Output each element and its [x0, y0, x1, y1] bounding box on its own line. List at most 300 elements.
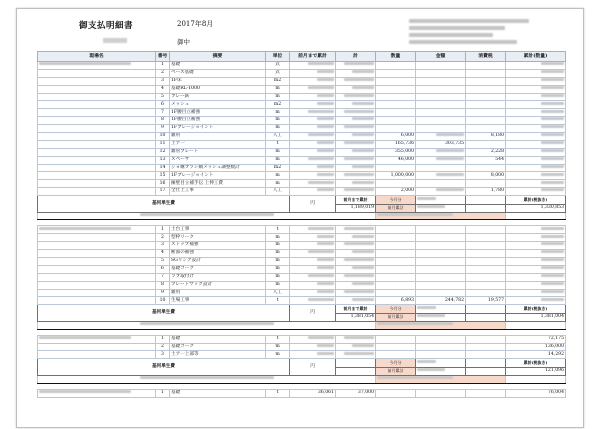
- redacted-value: [377, 322, 453, 325]
- row-plan: [336, 69, 376, 77]
- row-qty: [376, 289, 416, 297]
- summary-unit: 円: [290, 359, 336, 375]
- row-unit: m: [266, 343, 290, 351]
- redacted-value: [352, 133, 374, 136]
- row-number: 16: [156, 180, 170, 188]
- table-row: [38, 343, 566, 351]
- row-tax: [466, 69, 506, 77]
- row-tax: [466, 234, 506, 242]
- row-prev-total: [290, 343, 336, 351]
- row-number: 14: [156, 164, 170, 172]
- redacted-value: [39, 390, 131, 393]
- summary-blank-4: [466, 368, 506, 375]
- summary-prev-label: 前月まで累計: [336, 196, 376, 205]
- row-qty: [376, 335, 416, 343]
- table-row: [38, 265, 566, 273]
- row-plan: [336, 297, 376, 305]
- row-number: 9: [156, 125, 170, 133]
- row-number: 1: [156, 389, 170, 397]
- table-row: [38, 234, 566, 242]
- col-desc: 摘要: [170, 52, 266, 62]
- row-cumulative: [506, 62, 566, 70]
- row-qty: [376, 101, 416, 109]
- site-name-cell: [38, 258, 156, 266]
- row-qty: 2,000: [376, 188, 416, 196]
- row-unit: m2: [266, 164, 290, 172]
- redacted-value: [317, 282, 334, 285]
- redacted-value: [308, 157, 334, 160]
- row-amount: [416, 226, 466, 234]
- row-qty: [376, 62, 416, 70]
- redacted-value: [541, 274, 564, 277]
- row-tax: [466, 164, 506, 172]
- row-tax: 1,780: [466, 188, 506, 196]
- site-name-cell: [38, 101, 156, 109]
- row-cumulative: 136,000: [506, 343, 566, 351]
- row-prev-total: [290, 258, 336, 266]
- redacted-value: [541, 173, 564, 176]
- row-amount: [416, 335, 466, 343]
- row-description: 基礎コーク: [170, 343, 266, 351]
- redacted-value: [317, 173, 334, 176]
- redacted-value: [541, 298, 564, 301]
- summary-unit: 円: [290, 196, 336, 212]
- row-unit: m: [266, 109, 290, 117]
- redacted-client: [103, 38, 127, 43]
- redacted-value: [352, 117, 374, 120]
- row-plan: [336, 242, 376, 250]
- row-number: 11: [156, 140, 170, 148]
- row-number: 6: [156, 265, 170, 273]
- row-amount: [416, 77, 466, 85]
- row-amount: [416, 242, 466, 250]
- row-cumulative: [506, 289, 566, 297]
- site-name-cell: [38, 265, 156, 273]
- row-number: 3: [156, 77, 170, 85]
- row-qty: [376, 180, 416, 188]
- row-prev-total: [290, 125, 336, 133]
- row-tax: 8,000: [466, 172, 506, 180]
- row-description: 擁壁目立補手伝 上伸工費: [170, 180, 266, 188]
- redacted-value: [541, 86, 564, 89]
- redacted-value: [541, 70, 564, 73]
- row-unit: m: [266, 273, 290, 281]
- redacted-value: [344, 110, 374, 113]
- row-unit: m: [266, 351, 290, 359]
- row-plan: [336, 164, 376, 172]
- table-row: [38, 289, 566, 297]
- redacted-value: [308, 250, 334, 253]
- site-name-cell: [38, 172, 156, 180]
- statement-body: [38, 62, 566, 398]
- row-unit: t: [266, 389, 290, 397]
- redacted-value: [352, 266, 374, 269]
- table-row: [38, 117, 566, 125]
- row-tax: [466, 351, 506, 359]
- summary-prev-label: 前月まで累計: [336, 305, 376, 314]
- row-prev-total: [290, 281, 336, 289]
- row-cumulative: [506, 188, 566, 196]
- row-plan: [336, 93, 376, 101]
- redacted-value: [417, 368, 445, 371]
- row-cumulative: [506, 234, 566, 242]
- row-number: 10: [156, 133, 170, 141]
- row-description: 断面の補強: [170, 250, 266, 258]
- row-unit: t: [266, 335, 290, 343]
- row-plan: [336, 125, 376, 133]
- table-row: [38, 148, 566, 156]
- honorific: 御中: [177, 38, 190, 46]
- row-unit: 式: [266, 69, 290, 77]
- summary-this-label: 今月分: [376, 305, 416, 314]
- row-description: ベース基礎: [170, 69, 266, 77]
- redacted-value: [317, 78, 334, 81]
- col-name: 現場名: [38, 52, 156, 62]
- row-qty: [376, 242, 416, 250]
- summary-cum-value: 1,330,853: [506, 205, 566, 212]
- row-unit: m: [266, 281, 290, 289]
- row-tax: [466, 335, 506, 343]
- summary-total-end: [506, 375, 566, 383]
- row-tax: [466, 226, 506, 234]
- row-qty: [376, 77, 416, 85]
- site-name-cell: [38, 156, 156, 164]
- row-number: 12: [156, 148, 170, 156]
- site-name-cell: [38, 140, 156, 148]
- row-number: 3: [156, 242, 170, 250]
- redacted-value: [541, 117, 564, 120]
- redacted-value: [541, 188, 564, 191]
- row-prev-total: [290, 109, 336, 117]
- row-number: 7: [156, 273, 170, 281]
- redacted-value: [308, 227, 334, 230]
- row-prev-total: [290, 93, 336, 101]
- row-number: 8: [156, 281, 170, 289]
- row-amount: [416, 156, 466, 164]
- table-row: [38, 109, 566, 117]
- row-tax: [466, 273, 506, 281]
- redacted-value: [344, 125, 374, 128]
- row-description: ストップ補強: [170, 242, 266, 250]
- site-name-cell: [38, 77, 156, 85]
- row-cumulative: [506, 133, 566, 141]
- row-description: 1Fブレージョイント: [170, 172, 266, 180]
- row-amount: [416, 85, 466, 93]
- row-unit: 人工: [266, 188, 290, 196]
- row-unit: t: [266, 226, 290, 234]
- row-number: 15: [156, 172, 170, 180]
- row-amount: [416, 62, 466, 70]
- row-cumulative: [506, 93, 566, 101]
- row-cumulative: [506, 180, 566, 188]
- row-tax: [466, 289, 506, 297]
- row-plan: [336, 343, 376, 351]
- row-cumulative: [506, 140, 566, 148]
- row-prev-total: 36,061: [290, 389, 336, 397]
- row-plan: [336, 258, 376, 266]
- row-description: 雑管プレート: [170, 148, 266, 156]
- row-prev-total: [290, 188, 336, 196]
- redacted-value: [541, 266, 564, 269]
- row-cumulative: [506, 226, 566, 234]
- row-cumulative: [506, 125, 566, 133]
- table-row: [38, 188, 566, 196]
- summary-total-row: [38, 375, 566, 383]
- row-description: 基礎: [170, 389, 266, 397]
- redacted-value: [308, 181, 334, 184]
- row-plan: [336, 289, 376, 297]
- row-unit: t: [266, 140, 290, 148]
- row-amount: [416, 281, 466, 289]
- row-number: 5: [156, 93, 170, 101]
- redacted-value: [317, 235, 334, 238]
- row-cumulative: [506, 281, 566, 289]
- redacted-value: [417, 360, 436, 363]
- summary-blank-1: [416, 359, 466, 368]
- redacted-value: [541, 125, 564, 128]
- row-plan: [336, 62, 376, 70]
- row-description: 雑用: [170, 133, 266, 141]
- site-name-cell: [38, 125, 156, 133]
- row-amount: [416, 273, 466, 281]
- redacted-value: [344, 274, 374, 277]
- redacted-value: [317, 242, 334, 245]
- summary-total-end: [506, 212, 566, 220]
- site-name-cell: [38, 148, 156, 156]
- row-amount: [416, 250, 466, 258]
- redacted-value: [308, 133, 334, 136]
- site-name-cell: [38, 234, 156, 242]
- row-number: 1: [156, 62, 170, 70]
- row-tax: [466, 258, 506, 266]
- summary-prev-value: [336, 368, 376, 375]
- row-qty: [376, 281, 416, 289]
- site-name-cell: [38, 133, 156, 141]
- redacted-value: [317, 125, 334, 128]
- redacted-value: [344, 78, 374, 81]
- summary-cum-value: 1,381,004: [506, 314, 566, 321]
- row-unit: m: [266, 148, 290, 156]
- col-amount: 金額: [416, 52, 466, 62]
- redacted-value: [344, 141, 374, 144]
- row-prev-total: [290, 250, 336, 258]
- row-unit: m: [266, 234, 290, 242]
- row-plan: [336, 109, 376, 117]
- statement-period: 2017年8月: [177, 20, 214, 28]
- redacted-value: [541, 282, 564, 285]
- row-cumulative: [506, 265, 566, 273]
- row-description: 土ア一: [170, 140, 266, 148]
- row-unit: m: [266, 85, 290, 93]
- summary-prev-label: [336, 359, 376, 368]
- redacted-value: [352, 181, 374, 184]
- row-prev-total: [290, 117, 336, 125]
- col-tax: 消費税: [466, 52, 506, 62]
- row-qty: [376, 389, 416, 397]
- row-unit: m: [266, 172, 290, 180]
- row-cumulative: 72,175: [506, 335, 566, 343]
- table-row: [38, 273, 566, 281]
- redacted-value: [417, 205, 445, 208]
- summary-cum-label: 累計(税抜き): [506, 196, 566, 205]
- redacted-value: [308, 62, 334, 65]
- redacted-value: [317, 149, 334, 152]
- table-row: [38, 133, 566, 141]
- row-cumulative: [506, 258, 566, 266]
- row-qty: 1,000,000: [376, 172, 416, 180]
- row-plan: 37,000: [336, 389, 376, 397]
- row-number: 1: [156, 226, 170, 234]
- row-cumulative: [506, 69, 566, 77]
- row-unit: 式: [266, 62, 290, 70]
- row-qty: [376, 226, 416, 234]
- row-qty: [376, 69, 416, 77]
- table-row: [38, 172, 566, 180]
- row-tax: [466, 281, 506, 289]
- redacted-value: [140, 322, 274, 325]
- summary-this-label: 今月分: [376, 359, 416, 368]
- summary-blank-3: [416, 314, 466, 321]
- row-description: 基礎RL-1000: [170, 85, 266, 93]
- row-plan: [336, 180, 376, 188]
- summary-blank-2: [466, 196, 506, 205]
- row-prev-total: [290, 101, 336, 109]
- site-name-cell: [38, 188, 156, 196]
- summary-unit: 円: [290, 305, 336, 321]
- redacted-value: [352, 344, 374, 347]
- row-amount: [416, 109, 466, 117]
- summary-total-pink: [376, 375, 506, 383]
- table-row: [38, 226, 566, 234]
- redacted-value: [541, 110, 564, 113]
- row-plan: [336, 188, 376, 196]
- row-plan: [336, 101, 376, 109]
- site-name-cell: [38, 93, 156, 101]
- site-name-cell: [38, 281, 156, 289]
- redacted-value: [352, 165, 374, 168]
- row-plan: [336, 133, 376, 141]
- summary-label: 基何単生費: [38, 359, 290, 375]
- row-prev-total: [290, 148, 336, 156]
- redacted-value: [436, 133, 464, 136]
- site-name-cell: [38, 297, 156, 305]
- summary-blank-2: [466, 359, 506, 368]
- redacted-value: [352, 282, 374, 285]
- redacted-value: [317, 102, 334, 105]
- row-tax: [466, 265, 506, 273]
- row-description: ラブ取付け: [170, 273, 266, 281]
- row-description: ジョ継ブラシ網メッシュ調整数計: [170, 164, 266, 172]
- row-description: 土台工事: [170, 226, 266, 234]
- row-plan: [336, 234, 376, 242]
- summary-total-pink: [376, 212, 506, 220]
- row-amount: [416, 389, 466, 397]
- redacted-value: [541, 258, 564, 261]
- row-description: 雑用: [170, 289, 266, 297]
- redacted-value: [344, 352, 374, 355]
- row-cumulative: 14,292: [506, 351, 566, 359]
- redacted-value: [39, 336, 131, 339]
- row-plan: [336, 273, 376, 281]
- summary-blank-1: [416, 305, 466, 314]
- row-tax: [466, 140, 506, 148]
- redacted-value: [436, 173, 464, 176]
- site-name-cell: [38, 69, 156, 77]
- redacted-value: [317, 94, 334, 97]
- row-unit: m2: [266, 77, 290, 85]
- redacted-value: [317, 258, 334, 261]
- row-amount: [416, 101, 466, 109]
- statement-sheet: [16, 8, 584, 428]
- row-tax: 19,577: [466, 297, 506, 305]
- row-plan: [336, 140, 376, 148]
- summary-next-label: 前月累計: [376, 205, 416, 212]
- row-unit: m: [266, 242, 290, 250]
- row-qty: 165,736: [376, 140, 416, 148]
- row-qty: [376, 109, 416, 117]
- table-row: [38, 250, 566, 258]
- row-number: 2: [156, 234, 170, 242]
- redacted-value: [417, 197, 436, 200]
- row-description: プレートサック設計: [170, 281, 266, 289]
- col-no: 番号: [156, 52, 170, 62]
- row-prev-total: [290, 156, 336, 164]
- redacted-value: [39, 62, 131, 65]
- redacted-value: [344, 258, 374, 261]
- row-plan: [336, 265, 376, 273]
- summary-prev-value: 1,189,019: [336, 205, 376, 212]
- row-qty: 6,000: [376, 133, 416, 141]
- row-qty: [376, 125, 416, 133]
- summary-this-label: 今月分: [376, 196, 416, 205]
- row-amount: 244,782: [416, 297, 466, 305]
- col-qty: 数量: [376, 52, 416, 62]
- table-row: [38, 101, 566, 109]
- table-row: [38, 281, 566, 289]
- row-number: 7: [156, 109, 170, 117]
- row-cumulative: [506, 172, 566, 180]
- row-tax: [466, 250, 506, 258]
- row-plan: [336, 335, 376, 343]
- row-cumulative: [506, 77, 566, 85]
- row-unit: m: [266, 117, 290, 125]
- summary-header-row: [38, 196, 566, 205]
- row-description: 基礎コーク: [170, 265, 266, 273]
- redacted-value: [308, 298, 334, 301]
- table-row: [38, 242, 566, 250]
- row-amount: [416, 258, 466, 266]
- redacted-value: [436, 157, 464, 160]
- row-cumulative: [506, 85, 566, 93]
- row-amount: 303,735: [416, 140, 466, 148]
- row-description: メッシュ: [170, 101, 266, 109]
- row-cumulative: [506, 164, 566, 172]
- row-tax: [466, 85, 506, 93]
- redacted-value: [541, 242, 564, 245]
- table-row: [38, 85, 566, 93]
- row-unit: m: [266, 156, 290, 164]
- row-cumulative: 76,004: [506, 389, 566, 397]
- row-description: SGリング設計: [170, 258, 266, 266]
- redacted-value: [541, 165, 564, 168]
- redacted-value: [140, 213, 274, 216]
- redacted-value: [541, 141, 564, 144]
- redacted-value: [344, 290, 374, 293]
- redacted-value: [344, 336, 374, 339]
- redacted-value: [352, 149, 374, 152]
- redacted-value: [317, 188, 334, 191]
- row-number: 13: [156, 156, 170, 164]
